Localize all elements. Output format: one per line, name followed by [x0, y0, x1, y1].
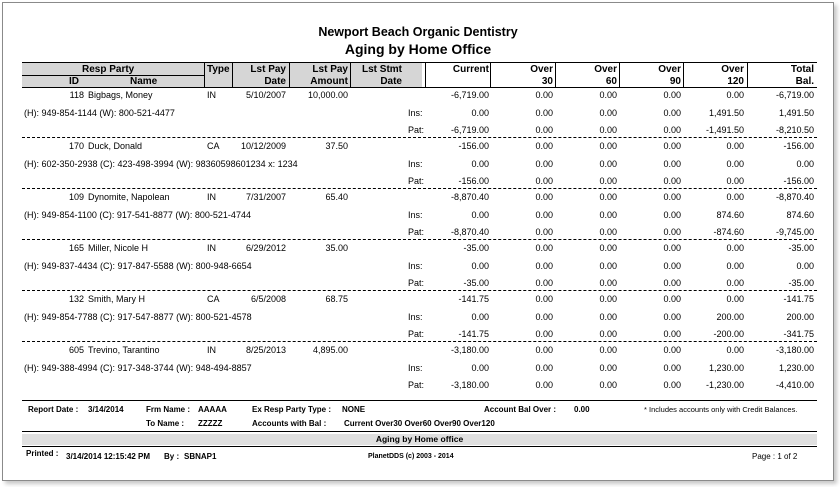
pat-amount: -156.00	[783, 176, 814, 186]
total-amount: 0.00	[599, 243, 617, 253]
ins-amount: 0.00	[796, 261, 814, 271]
ins-amount: 0.00	[663, 261, 681, 271]
total-amount: -8,870.40	[775, 192, 814, 202]
ins-label: Ins:	[408, 312, 423, 322]
pat-amount: 0.00	[535, 227, 553, 237]
to-name: ZZZZZ	[198, 419, 223, 428]
ins-amount: 874.60	[786, 210, 814, 220]
pat-amount: -141.75	[458, 329, 489, 339]
ins-amount: 0.00	[535, 210, 553, 220]
account-id: 170	[68, 141, 84, 151]
pat-amount: 0.00	[663, 380, 681, 390]
pat-amount: -1,230.00	[705, 380, 744, 390]
col-60: 60	[605, 76, 617, 87]
record-separator	[22, 290, 817, 291]
account-id: 132	[68, 294, 84, 304]
pat-amount: 0.00	[599, 125, 617, 135]
by-user: SBNAP1	[184, 452, 217, 461]
total-amount: 0.00	[599, 141, 617, 151]
pat-amount: -156.00	[458, 176, 489, 186]
ins-amount: 200.00	[786, 312, 814, 322]
total-amount: 0.00	[726, 141, 744, 151]
last-pay-date: 7/31/2007	[245, 192, 286, 202]
ins-label: Ins:	[408, 363, 423, 373]
col-type: Type	[207, 64, 230, 75]
col-over30: Over	[530, 64, 553, 75]
ins-amount: 0.00	[726, 261, 744, 271]
account-record	[22, 292, 817, 342]
account-id: 605	[68, 345, 84, 355]
account-type: IN	[207, 345, 216, 355]
col-date-2: Date	[380, 76, 402, 87]
ins-amount: 0.00	[535, 312, 553, 322]
phone-numbers: (H): 602-350-2938 (C): 423-498-3994 (W): 98360598601234 x: 1234	[24, 159, 298, 169]
total-amount: 0.00	[599, 345, 617, 355]
last-pay-date: 5/10/2007	[245, 90, 286, 100]
total-amount: -156.00	[458, 141, 489, 151]
total-amount: 0.00	[535, 192, 553, 202]
col-over120: Over	[721, 64, 744, 75]
ins-label: Ins:	[408, 210, 423, 220]
pat-amount: 0.00	[535, 278, 553, 288]
pat-label: Pat:	[408, 125, 425, 135]
account-name: Dynomite, Napolean	[88, 192, 170, 202]
total-amount: 0.00	[535, 90, 553, 100]
pat-amount: 0.00	[535, 380, 553, 390]
pat-amount: -8,210.50	[775, 125, 814, 135]
account-id: 165	[68, 243, 84, 253]
to-name-label: To Name :	[146, 419, 185, 428]
last-pay-amount: 10,000.00	[307, 90, 348, 100]
phone-numbers: (H): 949-837-4434 (C): 917-847-5588 (W): 800-948-6654	[24, 261, 252, 271]
col-name: Name	[130, 76, 158, 87]
record-separator	[22, 341, 817, 342]
credit-balance-note: * Includes accounts only with Credit Balances.	[644, 405, 798, 414]
ins-amount: 0.00	[726, 159, 744, 169]
account-name: Bigbags, Money	[88, 90, 153, 100]
pat-amount: -874.60	[713, 227, 744, 237]
report-body	[22, 88, 817, 390]
pat-amount: 0.00	[535, 176, 553, 186]
pat-label: Pat:	[408, 227, 425, 237]
pat-label: Pat:	[408, 380, 425, 390]
ins-amount: 1,491.50	[778, 108, 814, 118]
ins-amount: 0.00	[535, 261, 553, 271]
last-pay-amount: 68.75	[325, 294, 348, 304]
col-sep	[204, 63, 205, 87]
ins-amount: 0.00	[471, 159, 489, 169]
account-name: Miller, Nicole H	[88, 243, 149, 253]
ex-resp-label: Ex Resp Party Type :	[252, 405, 331, 414]
col-lst-stmt: Lst Stmt	[362, 64, 402, 75]
footer-rule-bottom	[22, 446, 817, 447]
pat-amount: -3,180.00	[450, 380, 489, 390]
record-separator	[22, 137, 817, 138]
pat-label: Pat:	[408, 176, 425, 186]
frm-name: AAAAA	[198, 405, 227, 414]
by-label: By :	[164, 452, 180, 461]
phone-numbers: (H): 949-388-4994 (C): 917-348-3744 (W): 948-494-8857	[24, 363, 252, 373]
last-pay-date: 10/12/2009	[240, 141, 286, 151]
col-90: 90	[669, 76, 681, 87]
col-resp-party: Resp Party	[82, 64, 135, 75]
ins-amount: 0.00	[663, 210, 681, 220]
account-type: IN	[207, 90, 216, 100]
phone-numbers: (H): 949-854-7788 (C): 917-547-8877 (W): 800-521-4578	[24, 312, 252, 322]
total-amount: 0.00	[726, 243, 744, 253]
copyright: PlanetDDS (c) 2003 - 2014	[368, 453, 454, 460]
pat-amount: 0.00	[599, 278, 617, 288]
total-amount: 0.00	[535, 294, 553, 304]
ins-label: Ins:	[408, 159, 423, 169]
company-name: Newport Beach Organic Dentistry	[318, 25, 518, 39]
ins-amount: 0.00	[796, 159, 814, 169]
last-pay-amount: 65.40	[325, 192, 348, 202]
pat-amount: -35.00	[788, 278, 814, 288]
bottom-title: Aging by Home office	[375, 434, 464, 444]
account-type: CA	[207, 294, 220, 304]
col-over90: Over	[658, 64, 681, 75]
total-amount: -3,180.00	[450, 345, 489, 355]
report-date-label: Report Date :	[28, 405, 79, 414]
total-amount: -35.00	[788, 243, 814, 253]
account-name: Trevino, Tarantino	[88, 345, 160, 355]
ins-label: Ins:	[408, 108, 423, 118]
pat-amount: 0.00	[726, 278, 744, 288]
ins-amount: 0.00	[663, 363, 681, 373]
total-amount: 0.00	[599, 192, 617, 202]
ins-amount: 0.00	[471, 261, 489, 271]
pat-amount: 0.00	[599, 176, 617, 186]
total-amount: 0.00	[663, 345, 681, 355]
total-amount: 0.00	[663, 243, 681, 253]
last-pay-amount: 4,895.00	[312, 345, 348, 355]
ins-amount: 0.00	[599, 363, 617, 373]
pat-label: Pat:	[408, 278, 425, 288]
col-id: ID	[69, 76, 79, 87]
account-type: IN	[207, 243, 216, 253]
account-name: Duck, Donald	[88, 141, 143, 151]
pat-amount: -9,745.00	[775, 227, 814, 237]
account-bal-over: 0.00	[574, 405, 590, 414]
accounts-with-bal: Current Over30 Over60 Over90 Over120	[344, 419, 495, 428]
phone-numbers: (H): 949-854-1100 (C): 917-541-8877 (W): 800-521-4744	[24, 210, 251, 220]
col-date: Date	[264, 76, 286, 87]
column-header	[22, 62, 817, 88]
pat-amount: -200.00	[713, 329, 744, 339]
record-separator	[22, 188, 817, 189]
last-pay-date: 8/25/2013	[245, 345, 286, 355]
total-amount: 0.00	[726, 192, 744, 202]
account-type: CA	[207, 141, 220, 151]
ins-amount: 0.00	[535, 159, 553, 169]
ins-amount: 0.00	[535, 363, 553, 373]
pat-amount: 0.00	[663, 329, 681, 339]
total-amount: 0.00	[599, 90, 617, 100]
total-amount: -141.75	[783, 294, 814, 304]
account-name: Smith, Mary H	[88, 294, 146, 304]
footer-rule-mid	[22, 431, 817, 432]
col-current: Current	[452, 64, 489, 75]
total-amount: -141.75	[458, 294, 489, 304]
ins-amount: 0.00	[599, 210, 617, 220]
total-amount: 0.00	[726, 294, 744, 304]
ins-amount: 874.60	[716, 210, 744, 220]
printed-time: 3/14/2014 12:15:42 PM	[66, 452, 151, 461]
total-amount: 0.00	[535, 345, 553, 355]
ins-amount: 0.00	[535, 108, 553, 118]
ins-amount: 0.00	[599, 159, 617, 169]
total-amount: -6,719.00	[450, 90, 489, 100]
pat-amount: 0.00	[726, 176, 744, 186]
total-amount: -3,180.00	[775, 345, 814, 355]
ins-amount: 0.00	[599, 312, 617, 322]
col-sep	[232, 63, 233, 87]
pat-amount: 0.00	[535, 329, 553, 339]
ins-amount: 0.00	[471, 108, 489, 118]
total-amount: 0.00	[663, 141, 681, 151]
ins-amount: 0.00	[471, 312, 489, 322]
frm-name-label: Frm Name :	[146, 405, 191, 414]
total-amount: -156.00	[783, 141, 814, 151]
phone-numbers: (H): 949-854-1144 (W): 800-521-4477	[24, 108, 175, 118]
last-pay-date: 6/5/2008	[250, 294, 286, 304]
account-record	[22, 139, 817, 189]
header-divider	[22, 75, 204, 76]
ins-amount: 0.00	[599, 108, 617, 118]
pat-amount: 0.00	[663, 176, 681, 186]
record-separator	[22, 239, 817, 240]
page-number: Page : 1 of 2	[752, 452, 798, 461]
total-amount: -8,870.40	[450, 192, 489, 202]
ins-amount: 0.00	[663, 108, 681, 118]
ex-resp-value: NONE	[342, 405, 366, 414]
pat-amount: 0.00	[599, 227, 617, 237]
col-bal: Bal.	[795, 76, 814, 87]
total-amount: 0.00	[599, 294, 617, 304]
account-id: 109	[68, 192, 84, 202]
printed-label: Printed :	[26, 449, 59, 458]
pat-amount: 0.00	[663, 125, 681, 135]
pat-amount: -341.75	[783, 329, 814, 339]
total-amount: 0.00	[535, 243, 553, 253]
pat-amount: 0.00	[663, 278, 681, 288]
ins-amount: 1,230.00	[778, 363, 814, 373]
total-amount: -35.00	[463, 243, 489, 253]
ins-label: Ins:	[408, 261, 423, 271]
pat-label: Pat:	[408, 329, 425, 339]
col-30: 30	[541, 76, 553, 87]
ins-amount: 1,491.50	[708, 108, 744, 118]
account-record	[22, 88, 817, 138]
pat-amount: 0.00	[535, 125, 553, 135]
total-amount: 0.00	[535, 141, 553, 151]
ins-amount: 200.00	[716, 312, 744, 322]
ins-amount: 0.00	[663, 159, 681, 169]
pat-amount: -35.00	[463, 278, 489, 288]
pat-amount: -6,719.00	[450, 125, 489, 135]
col-lst-pay: Lst Pay	[250, 64, 286, 75]
last-pay-amount: 37.50	[325, 141, 348, 151]
footer-rule-top	[22, 400, 817, 401]
col-over60: Over	[594, 64, 617, 75]
total-amount: 0.00	[663, 294, 681, 304]
ins-amount: 0.00	[599, 261, 617, 271]
account-id: 118	[69, 90, 84, 100]
account-record	[22, 343, 817, 390]
total-amount: 0.00	[726, 90, 744, 100]
pat-amount: 0.00	[599, 329, 617, 339]
ins-amount: 0.00	[663, 312, 681, 322]
col-120: 120	[727, 76, 744, 87]
col-total: Total	[790, 64, 814, 75]
report-title: Aging by Home Office	[344, 41, 492, 57]
ins-amount: 0.00	[471, 363, 489, 373]
last-pay-date: 6/29/2012	[245, 243, 286, 253]
pat-amount: -8,870.40	[450, 227, 489, 237]
total-amount: -6,719.00	[775, 90, 814, 100]
col-sep	[350, 63, 351, 87]
pat-amount: 0.00	[663, 227, 681, 237]
col-amount: Amount	[310, 76, 348, 87]
pat-amount: -1,491.50	[705, 125, 744, 135]
total-amount: 0.00	[663, 192, 681, 202]
total-amount: 0.00	[663, 90, 681, 100]
account-type: IN	[207, 192, 216, 202]
pat-amount: -4,410.00	[775, 380, 814, 390]
account-record	[22, 190, 817, 240]
account-bal-over-label: Account Bal Over :	[484, 405, 557, 414]
accounts-with-bal-label: Accounts with Bal :	[252, 419, 327, 428]
account-record	[22, 241, 817, 291]
last-pay-amount: 35.00	[325, 243, 348, 253]
pat-amount: 0.00	[599, 380, 617, 390]
report-date: 3/14/2014	[88, 405, 124, 414]
ins-amount: 1,230.00	[708, 363, 744, 373]
total-amount: 0.00	[726, 345, 744, 355]
col-lst-pay-2: Lst Pay	[312, 64, 348, 75]
ins-amount: 0.00	[471, 210, 489, 220]
